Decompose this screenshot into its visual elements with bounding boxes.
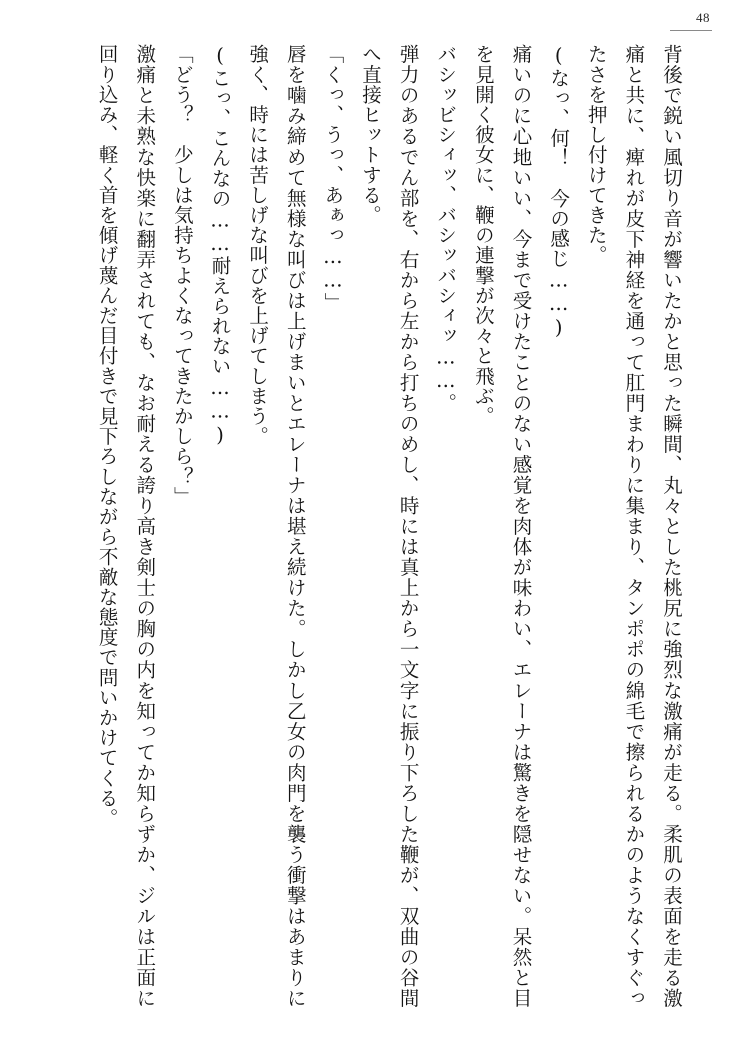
page-number-rule bbox=[670, 30, 712, 31]
paragraph: バシッビシィッ、バシッバシィッ……。 bbox=[434, 44, 458, 413]
paragraph: 背後で鋭い風切り音が響いたかと思った瞬間、丸々とした桃尻に強烈な激痛が走る。柔肌の表面を走る激痛と共に、痺れが皮下神経を通って肛門まわりに集まり、タンポポの綿毛で擦られるかのようなくすぐったさを押し付けてきた。 bbox=[584, 44, 683, 1008]
paragraph: 「くっ、うっ、あぁっ……」 bbox=[321, 44, 345, 313]
paragraph: 唇を噛み締めて無様な叫びは上げまいとエレーナは堪え続けた。しかし乙女の肉門を襲う衝撃はあまりに強く、時には苦しげな叫びを上げてしまう。 bbox=[246, 44, 307, 1008]
paragraph: (なっ、何！ 今の感じ……) bbox=[547, 44, 571, 340]
page-body-text bbox=[58, 44, 690, 1008]
paragraph: 激痛と未熟な快楽に翻弄されても、なお耐える誇り高き剣士の胸の内を知ってか知らずか、ジルは正面に回り込み、軽く首を傾げ蔑んだ目付きで見下ろしながら不敵な態度で問いかけてくる。 bbox=[95, 44, 157, 1008]
paragraph: 弾力のあるでん部を、右から左から打ちのめし、時には真上から一文字に振り下ろした鞭が、双曲の谷間へ直接ヒットする。 bbox=[359, 44, 420, 1008]
page-number: 48 bbox=[696, 10, 710, 25]
paragraph: 痛いのに心地いい、今まで受けたことのない感覚を肉体が味わい、エレーナは驚きを隠せない。呆然と目を見開く彼女に、鞭の連撃が次々と飛ぶ。 bbox=[471, 44, 533, 1008]
paragraph: 「どう？ 少しは気持ちよくなってきたかしら？」 bbox=[170, 44, 194, 507]
paragraph: (こっ、こんなの……耐えられない……) bbox=[208, 44, 232, 447]
